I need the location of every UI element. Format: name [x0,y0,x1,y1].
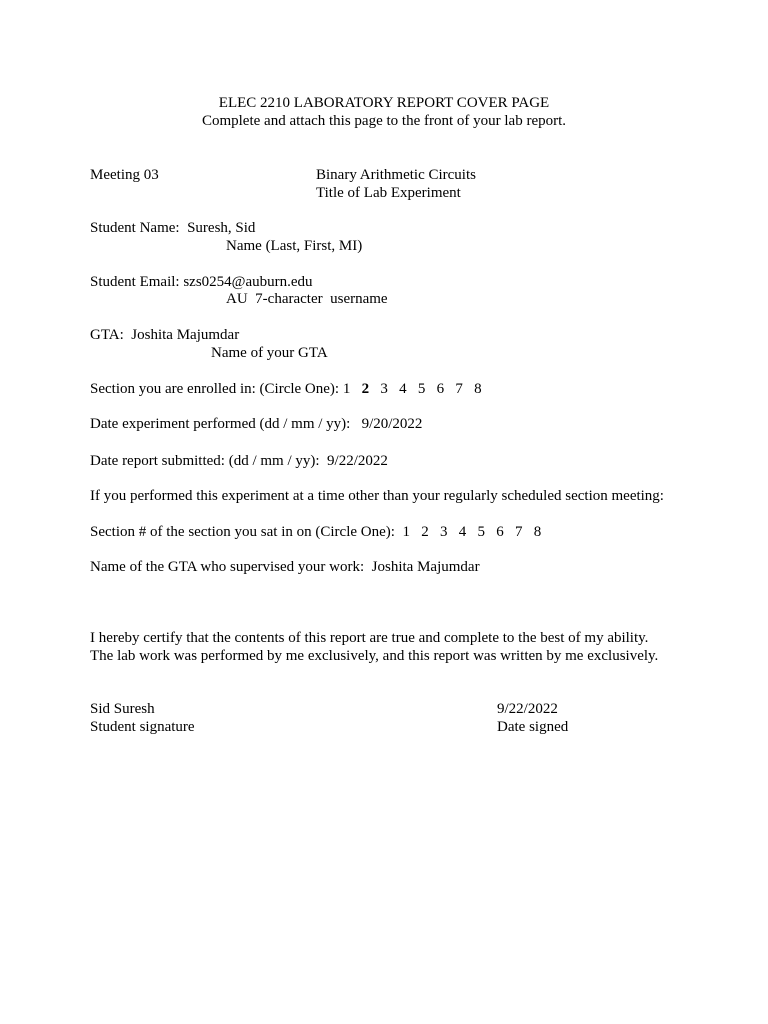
section-option-1: 1 [402,524,410,540]
section-option-1: 1 [342,381,351,397]
date-performed-label: Date experiment performed (dd / mm / yy): [90,416,351,432]
supervising-gta-row [90,558,480,576]
student-name-caption: Name (Last, First, MI) [226,238,363,254]
student-email-value: szs0254@auburn.edu [183,274,313,290]
gta-label: GTA: [90,327,124,343]
section-option-8: 8 [474,381,482,397]
section-option-2: 2 [361,381,370,397]
certification-line-1: I hereby certify that the contents of this report are true and complete to the best of my ability. [90,630,649,646]
alternate-section-label: Section # of the section you sat in on (Circle One): [90,524,395,540]
date-submitted-value: 9/22/2022 [327,453,388,469]
section-option-4: 4 [399,381,407,397]
date-performed-row [90,415,422,433]
alternate-note: If you performed this experiment at a time other than your regularly scheduled section meeting: [90,488,664,504]
gta-caption: Name of your GTA [211,345,328,361]
date-submitted-label: Date report submitted: (dd / mm / yy): [90,453,320,469]
meeting-number: Meeting 03 [90,167,159,183]
section-option-8: 8 [533,524,542,540]
section-option-5: 5 [417,381,426,397]
certification-line-2: The lab work was performed by me exclusively, and this report was written by me exclusively. [90,648,659,664]
signature-name: Sid Suresh [90,701,155,717]
section-option-3: 3 [439,524,448,540]
supervising-gta-label: Name of the GTA who supervised your work: [90,559,365,575]
section-option-4: 4 [458,524,467,540]
section-option-6: 6 [496,524,504,540]
section-options [343,381,482,397]
page-subtitle: Complete and attach this page to the front of your lab report. [201,113,567,129]
section-option-6: 6 [436,381,445,397]
signature-caption: Student signature [90,719,195,735]
section-row [90,380,482,398]
supervising-gta-value: Joshita Majumdar [371,559,480,575]
section-option-5: 5 [477,524,485,540]
section-option-7: 7 [514,524,523,540]
student-email-label: Student Email: [90,274,180,290]
alternate-section-options [402,524,541,540]
date-signed-value: 9/22/2022 [497,701,558,717]
lab-title-caption: Title of Lab Experiment [316,185,461,201]
page-title: ELEC 2210 LABORATORY REPORT COVER PAGE [218,95,550,111]
student-name-row [90,219,255,237]
student-email-caption: AU 7-character username [226,291,388,307]
alternate-section-row [90,523,541,541]
date-signed-caption: Date signed [497,719,569,735]
student-name-label: Student Name: [90,220,180,236]
student-email-row [90,273,313,291]
lab-title: Binary Arithmetic Circuits [316,167,476,183]
section-label: Section you are enrolled in: (Circle One): [90,381,340,397]
section-option-2: 2 [421,524,429,540]
date-submitted-row [90,452,388,470]
student-name-value: Suresh, Sid [187,220,256,236]
date-performed-value: 9/20/2022 [361,416,423,432]
section-option-7: 7 [455,381,463,397]
section-option-3: 3 [380,381,388,397]
gta-value: Joshita Majumdar [131,327,240,343]
gta-row [90,326,239,344]
